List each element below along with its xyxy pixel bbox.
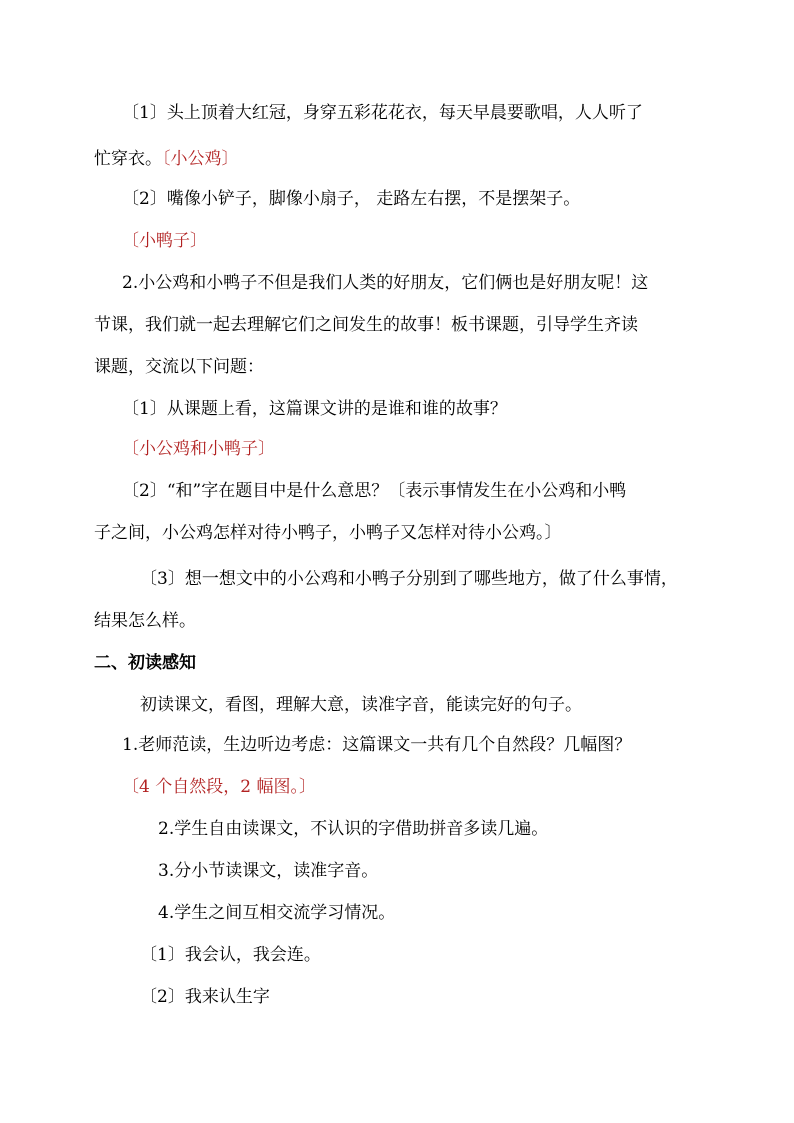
answer-red: 〔小鸭子〕 <box>122 231 207 251</box>
question-1-continued <box>94 138 702 180</box>
text-span: 结果怎么样。 <box>94 611 196 631</box>
sub-item-line <box>94 934 748 976</box>
step-line <box>94 892 766 934</box>
text-span: 2.小公鸡和小鸭子不但是我们人类的好朋友，它们俩也是好朋友呢！这 <box>122 273 649 293</box>
question-line <box>94 470 730 512</box>
text-span: 4.学生之间互相交流学习情况。 <box>158 903 396 923</box>
step-line <box>94 724 730 766</box>
text-span: 2.学生自由读课文，不认识的字借助拼音多读几遍。 <box>158 819 549 839</box>
text-span: 〔2〕“和”字在题目中是什么意思？〔表示事情发生在小公鸡和小鸭 <box>122 481 627 501</box>
text-span: 3.分小节读课文，读准字音。 <box>158 861 379 881</box>
question-line <box>94 600 702 642</box>
heading-text: 二、初读感知 <box>94 653 196 673</box>
sub-item-line <box>94 976 748 1018</box>
text-span: 〔2〕我来认生字 <box>140 987 270 1007</box>
question-line <box>94 512 702 554</box>
answer-red: 〔小公鸡和小鸭子〕 <box>122 439 275 459</box>
paragraph-line <box>94 684 748 726</box>
text-span: 〔1〕从课题上看，这篇课文讲的是谁和谁的故事？ <box>122 399 507 419</box>
text-span: 课题，交流以下问题： <box>94 357 264 377</box>
answer-line <box>94 766 730 808</box>
text-span: 〔1〕头上顶着大红冠，身穿五彩花花衣，每天早晨要歌唱，人人听了 <box>122 103 643 123</box>
section-heading <box>94 642 702 684</box>
answer-red: 〔4 个自然段，2 幅图。〕 <box>122 777 316 797</box>
step-line <box>94 808 766 850</box>
text-span: 忙穿衣。 <box>94 149 162 169</box>
paragraph-2-line <box>94 346 702 388</box>
question-2-line <box>94 178 730 220</box>
text-span: 〔1〕我会认，我会连。 <box>140 945 321 965</box>
text-span: 初读课文，看图，理解大意，读准字音，能读完好的句子。 <box>140 695 582 715</box>
text-span: 〔2〕嘴像小铲子，脚像小扇子， 走路左右摆，不是摆架子。 <box>122 189 581 209</box>
document-page <box>94 92 702 1008</box>
paragraph-2-line <box>94 262 730 304</box>
question-line <box>94 388 730 430</box>
question-1-line <box>94 92 730 134</box>
answer-line <box>94 428 730 470</box>
answer-red: 〔小公鸡〕 <box>162 149 239 169</box>
paragraph-2-line <box>94 304 702 346</box>
text-span: 节课，我们就一起去理解它们之间发生的故事！板书课题，引导学生齐读 <box>94 315 638 335</box>
step-line <box>94 850 766 892</box>
text-span: 1.老师范读，生边听边考虑：这篇课文一共有几个自然段？几幅图？ <box>122 735 632 755</box>
text-span: 子之间，小公鸡怎样对待小鸭子，小鸭子又怎样对待小公鸡。〕 <box>94 523 562 543</box>
answer-line <box>94 220 730 262</box>
text-span: 〔3〕想一想文中的小公鸡和小鸭子分别到了哪些地方，做了什么事情， <box>140 569 678 589</box>
question-line <box>94 558 748 600</box>
